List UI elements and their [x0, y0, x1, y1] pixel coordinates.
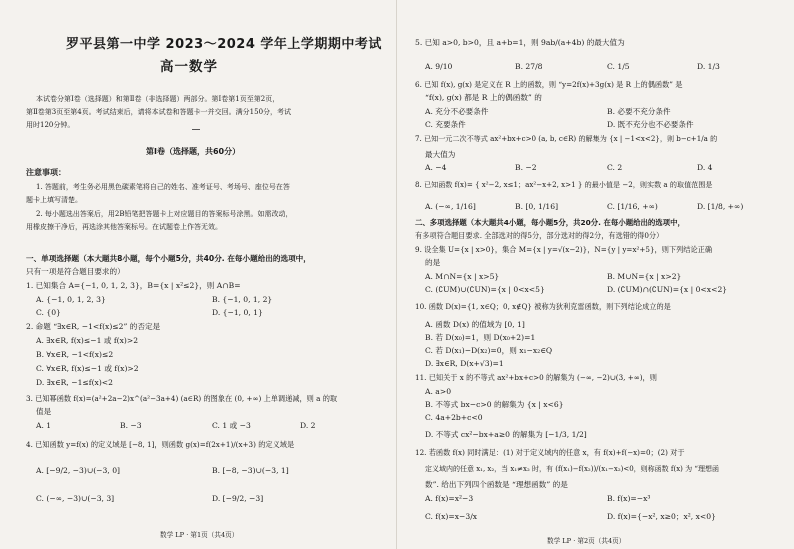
q9-stem: 的是	[425, 258, 441, 267]
q9-stem: 9. 设全集 U={x | x>0}，集合 M={x | y=√(x−2)}，N={y | y=x²+5}，则下列结论正确	[415, 245, 713, 254]
q6-option-c: C. 充要条件	[425, 120, 466, 129]
q7-option-b: B. −2	[515, 163, 537, 172]
intro-line: 本试卷分第Ⅰ卷（选择题）和第Ⅱ卷（非选择题）两部分。第Ⅰ卷第1页至第2页，	[36, 95, 280, 103]
q5-option-c: C. 1/5	[607, 62, 630, 71]
q6-option-b: B. 必要不充分条件	[607, 107, 671, 116]
q9-option-c: C. (∁UM)∪(∁UN)={x | 0<x<5}	[425, 285, 545, 294]
notice-line: 用橡皮擦干净后，再选涂其他答案标号。在试题卷上作答无效。	[26, 223, 222, 231]
q8-stem: 8. 已知函数 f(x)= { x²−2, x≤1；ax²−x+2, x>1 } 的最小值是 −2，则实数 a 的取值范围是	[415, 180, 713, 189]
q3-option-d: D. 2	[300, 421, 316, 430]
q7-option-d: D. 4	[697, 163, 713, 172]
q5-option-b: B. 27/8	[515, 62, 543, 71]
q5-option-d: D. 1/3	[697, 62, 720, 71]
q3-option-b: B. −3	[120, 421, 142, 430]
intro-line: 第Ⅱ卷第3页至第4页。考试结束后，请将本试卷和答题卡一并交回。满分150分，考试	[26, 108, 292, 116]
q3-option-a: A. 1	[36, 421, 52, 430]
q1-option-a: A. {−1, 0, 1, 2, 3}	[36, 295, 106, 304]
q12-option-b: B. f(x)=−x³	[607, 494, 651, 503]
exam-page-2	[397, 0, 794, 549]
notice-line: 1. 答题前，考生务必用黑色碳素笔将自己的姓名、准考证号、考场号、座位号在答	[36, 183, 290, 191]
section1-heading: 一、单项选择题（本大题共8小题，每个小题5分，共40分. 在每小题给出的选项中，	[26, 254, 311, 263]
q12-stem: 数”. 给出下列四个函数是 “理想函数” 的是	[425, 480, 568, 489]
q11-option-c: C. 4a+2b+c<0	[425, 413, 483, 422]
section2-heading: 二、多项选择题（本大题共4小题，每小题5分，共20分. 在每小题给出的选项中，	[415, 218, 685, 227]
q11-option-d: D. 不等式 cx²−bx+a≥0 的解集为 [−1/3, 1/2]	[425, 430, 587, 439]
page-footer: 数学 LP · 第2页（共4页）	[547, 537, 626, 545]
q2-option-d: D. ∃x∈R, −1≤f(x)<2	[36, 378, 113, 387]
q12-option-d: D. f(x)={−x², x≥0；x², x<0}	[607, 512, 716, 521]
part1-title: 第Ⅰ卷（选择题，共60分）	[146, 147, 241, 156]
notice-title: 注意事项：	[26, 168, 66, 177]
q2-option-b: B. ∀x∈R, −1<f(x)≤2	[36, 350, 114, 359]
q3-stem: 3. 已知幂函数 f(x)=(a²+2a−2)x^(a²−3a+4) (a∈R) 的图象在 (0, +∞) 上单调递减，则 a 的取	[26, 394, 338, 403]
q10-option-a: A. 函数 D(x) 的值域为 [0, 1]	[425, 320, 525, 329]
q8-option-b: B. [0, 1/16]	[515, 202, 559, 211]
q7-option-a: A. −4	[425, 163, 447, 172]
section2-heading: 有多项符合题目要求. 全部选对的得5分，部分选对的得2分，有选错的得0分）	[415, 231, 664, 240]
q10-stem: 10. 函数 D(x)={1, x∈Q；0, x∉Q} 被称为狄利克雷函数，则下列结论成立的是	[415, 302, 671, 311]
q4-option-b: B. [−8, −3)∪(−3, 1]	[212, 466, 289, 475]
q4-stem: 4. 已知函数 y=f(x) 的定义域是 [−8, 1]，则函数 g(x)=f(2x+1)/(x+3) 的定义域是	[26, 440, 295, 449]
q5-option-a: A. 9/10	[425, 62, 453, 71]
q3-stem: 值是	[36, 407, 52, 416]
q4-option-d: D. [−9/2, −3]	[212, 494, 264, 503]
q6-option-a: A. 充分不必要条件	[425, 107, 489, 116]
q6-option-d: D. 既不充分也不必要条件	[607, 120, 694, 129]
q4-option-c: C. (−∞, −3)∪(−3, 3]	[36, 494, 115, 503]
exam-subtitle: 高一数学	[160, 59, 218, 75]
q9-option-a: A. M∩N={x | x>5}	[425, 272, 500, 281]
q7-option-c: C. 2	[607, 163, 623, 172]
q12-option-a: A. f(x)=x²−3	[425, 494, 474, 503]
q10-option-d: D. ∃x∈R, D(x+√3)=1	[425, 359, 504, 368]
q12-stem: 定义域内的任意 x₁, x₂，当 x₁≠x₂ 时，有 (f(x₁)−f(x₂))/(x₁−x₂)<0，则称函数 f(x) 为 “理想函	[425, 465, 719, 473]
q12-option-c: C. f(x)=x−3/x	[425, 512, 478, 521]
q1-option-b: B. {−1, 0, 1, 2}	[212, 295, 273, 304]
q10-option-c: C. 若 D(x₁)−D(x₂)=0，则 x₁−x₂∈Q	[425, 346, 553, 355]
q8-option-a: A. (−∞, 1/16]	[425, 202, 476, 211]
q9-option-b: B. M∪N={x | x>2}	[607, 272, 682, 281]
q8-option-c: C. [1/16, +∞)	[607, 202, 658, 211]
q2-option-c: C. ∀x∈R, f(x)≤−1 或 f(x)>2	[36, 364, 139, 373]
q7-stem: 7. 已知一元二次不等式 ax²+bx+c>0 (a, b, c∈R) 的解集为 {x | −1<x<2}，则 b−c+1/a 的	[415, 134, 718, 143]
intro-line: 用时120分钟。	[26, 121, 75, 129]
section1-heading: 只有一项是符合题目要求的）	[26, 267, 125, 276]
q6-stem: “f(x), g(x) 都是 R 上的偶函数” 的	[425, 93, 542, 102]
exam-title: 罗平县第一中学 2023～2024 学年上学期期中考试	[66, 37, 382, 52]
q10-option-b: B. 若 D(x₀)=1，则 D(x₀+2)=1	[425, 333, 536, 342]
q3-option-c: C. 1 或 −3	[212, 421, 251, 430]
q4-option-a: A. [−9/2, −3)∪(−3, 0]	[36, 466, 120, 475]
q5-stem: 5. 已知 a>0, b>0，且 a+b=1，则 9ab/(a+4b) 的最大值为	[415, 38, 625, 47]
q1-stem: 1. 已知集合 A={−1, 0, 1, 2, 3}，B={x | x²≤2}，则 A∩B=	[26, 281, 241, 290]
page-footer: 数学 LP · 第1页（共4页）	[160, 531, 239, 539]
q12-stem: 12. 若函数 f(x) 同时满足：(1) 对于定义域内的任意 x，有 f(x)+f(−x)=0；(2) 对于	[415, 448, 685, 457]
q11-option-b: B. 不等式 bx−c>0 的解集为 {x | x<6}	[425, 400, 564, 409]
q9-option-d: D. (∁UM)∩(∁UN)={x | 0<x<2}	[607, 285, 728, 294]
q6-stem: 6. 已知 f(x), g(x) 是定义在 R 上的函数，则 “y=2f(x)+3g(x) 是 R 上的偶函数” 是	[415, 80, 683, 89]
q1-option-c: C. {0}	[36, 308, 61, 317]
q8-option-d: D. [1/8, +∞)	[697, 202, 744, 211]
q2-option-a: A. ∃x∈R, f(x)≤−1 或 f(x)>2	[36, 336, 139, 345]
notice-line: 2. 每小题选出答案后，用2B铅笔把答题卡上对应题目的答案标号涂黑。如需改动，	[36, 210, 293, 218]
q7-stem: 最大值为	[425, 150, 456, 159]
q11-option-a: A. a>0	[425, 387, 452, 396]
divider	[192, 129, 200, 130]
notice-line: 题卡上填写清楚。	[26, 196, 82, 204]
q2-stem: 2. 命题 “∃x∈R, −1<f(x)≤2” 的否定是	[26, 322, 161, 331]
q11-stem: 11. 已知关于 x 的不等式 ax²+bx+c>0 的解集为 (−∞, −2)∪(3, +∞)，则	[415, 373, 657, 382]
q1-option-d: D. {−1, 0, 1}	[212, 308, 263, 317]
